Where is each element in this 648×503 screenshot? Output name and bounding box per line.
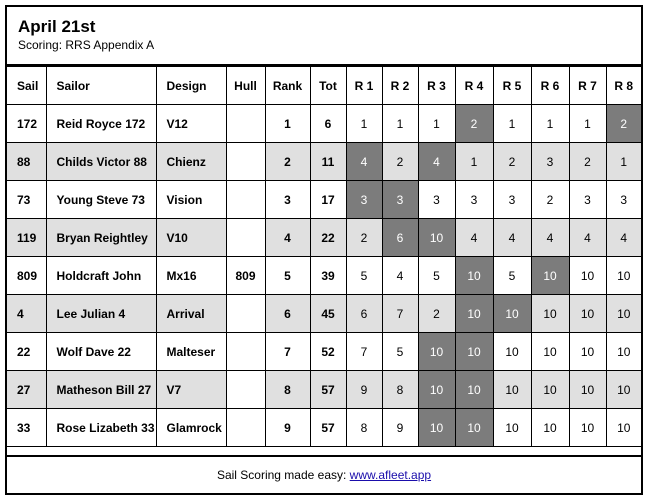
race-score-cell: 1	[493, 105, 531, 143]
column-header: R 5	[493, 67, 531, 105]
rank-cell: 5	[265, 257, 310, 295]
rank-cell: 8	[265, 371, 310, 409]
table-row	[7, 333, 641, 371]
sail-cell: 119	[7, 219, 46, 257]
race-score-cell: 1	[569, 105, 606, 143]
race-score-cell: 10	[455, 257, 493, 295]
race-score-cell: 1	[382, 105, 418, 143]
rank-cell: 4	[265, 219, 310, 257]
sail-cell: 73	[7, 181, 46, 219]
design-cell: Chienz	[156, 143, 226, 181]
sail-cell: 33	[7, 409, 46, 447]
race-score-cell: 1	[418, 105, 455, 143]
race-score-cell: 10	[569, 295, 606, 333]
race-score-cell: 4	[569, 219, 606, 257]
design-cell: V10	[156, 219, 226, 257]
race-score-cell: 10	[493, 333, 531, 371]
race-score-cell: 7	[346, 333, 382, 371]
race-score-cell: 10	[455, 371, 493, 409]
rank-cell: 6	[265, 295, 310, 333]
table-row	[7, 219, 641, 257]
total-cell: 57	[310, 371, 346, 409]
hull-cell	[226, 371, 265, 409]
sail-cell: 88	[7, 143, 46, 181]
race-score-cell: 10	[418, 219, 455, 257]
sailor-cell: Bryan Reightley	[46, 219, 156, 257]
column-header: Rank	[265, 67, 310, 105]
race-score-cell: 1	[455, 143, 493, 181]
race-score-cell: 10	[455, 409, 493, 447]
column-header: R 6	[531, 67, 569, 105]
results-body	[7, 105, 641, 447]
design-cell: V12	[156, 105, 226, 143]
sail-cell: 809	[7, 257, 46, 295]
scoring-subtitle: Scoring: RRS Appendix A	[18, 38, 155, 52]
sailor-cell: Lee Julian 4	[46, 295, 156, 333]
race-score-cell: 10	[418, 409, 455, 447]
total-cell: 6	[310, 105, 346, 143]
race-score-cell: 4	[382, 257, 418, 295]
hull-cell	[226, 295, 265, 333]
column-header: R 8	[606, 67, 641, 105]
total-cell: 17	[310, 181, 346, 219]
race-score-cell: 10	[606, 409, 641, 447]
race-score-cell: 3	[569, 181, 606, 219]
sailor-cell: Wolf Dave 22	[46, 333, 156, 371]
race-score-cell: 4	[346, 143, 382, 181]
race-score-cell: 5	[493, 257, 531, 295]
column-header: Tot	[310, 67, 346, 105]
design-cell: Arrival	[156, 295, 226, 333]
race-score-cell: 8	[382, 371, 418, 409]
race-score-cell: 10	[569, 333, 606, 371]
race-score-cell: 2	[569, 143, 606, 181]
race-score-cell: 5	[382, 333, 418, 371]
total-cell: 57	[310, 409, 346, 447]
race-score-cell: 1	[606, 143, 641, 181]
hull-cell	[226, 409, 265, 447]
rank-cell: 9	[265, 409, 310, 447]
hull-cell	[226, 181, 265, 219]
race-score-cell: 2	[418, 295, 455, 333]
race-score-cell: 2	[382, 143, 418, 181]
race-score-cell: 10	[606, 257, 641, 295]
race-score-cell: 10	[418, 333, 455, 371]
race-score-cell: 10	[531, 371, 569, 409]
race-score-cell: 1	[346, 105, 382, 143]
table-row	[7, 105, 641, 143]
column-header: R 4	[455, 67, 493, 105]
race-score-cell: 10	[606, 371, 641, 409]
column-header: R 3	[418, 67, 455, 105]
column-header: R 7	[569, 67, 606, 105]
hull-cell	[226, 219, 265, 257]
sail-cell: 27	[7, 371, 46, 409]
race-score-cell: 6	[346, 295, 382, 333]
sailor-cell: Young Steve 73	[46, 181, 156, 219]
hull-cell: 809	[226, 257, 265, 295]
race-score-cell: 10	[531, 295, 569, 333]
header-row	[7, 67, 641, 105]
race-score-cell: 3	[493, 181, 531, 219]
race-score-cell: 10	[569, 257, 606, 295]
design-cell: V7	[156, 371, 226, 409]
footer	[7, 455, 641, 493]
race-score-cell: 5	[346, 257, 382, 295]
race-score-cell: 5	[418, 257, 455, 295]
rank-cell: 2	[265, 143, 310, 181]
race-score-cell: 10	[493, 371, 531, 409]
page-title: April 21st	[18, 17, 96, 36]
design-cell: Vision	[156, 181, 226, 219]
race-score-cell: 10	[569, 409, 606, 447]
race-score-cell: 3	[455, 181, 493, 219]
design-cell: Mx16	[156, 257, 226, 295]
sail-cell: 4	[7, 295, 46, 333]
total-cell: 52	[310, 333, 346, 371]
race-score-cell: 6	[382, 219, 418, 257]
race-score-cell: 7	[382, 295, 418, 333]
race-score-cell: 3	[531, 143, 569, 181]
column-header: Design	[156, 67, 226, 105]
results-table	[7, 66, 641, 447]
race-score-cell: 3	[606, 181, 641, 219]
results-sheet	[5, 5, 643, 495]
race-score-cell: 2	[455, 105, 493, 143]
race-score-cell: 2	[531, 181, 569, 219]
rank-cell: 3	[265, 181, 310, 219]
race-score-cell: 2	[606, 105, 641, 143]
race-score-cell: 10	[606, 295, 641, 333]
race-score-cell: 10	[531, 333, 569, 371]
table-row	[7, 143, 641, 181]
total-cell: 22	[310, 219, 346, 257]
race-score-cell: 4	[531, 219, 569, 257]
race-score-cell: 10	[606, 333, 641, 371]
total-cell: 39	[310, 257, 346, 295]
afleet-link[interactable]: www.afleet.app	[349, 468, 432, 482]
race-score-cell: 10	[455, 295, 493, 333]
table-row	[7, 371, 641, 409]
hull-cell	[226, 143, 265, 181]
column-header: R 2	[382, 67, 418, 105]
race-score-cell: 10	[493, 295, 531, 333]
race-score-cell: 4	[606, 219, 641, 257]
race-score-cell: 10	[531, 257, 569, 295]
column-header: R 1	[346, 67, 382, 105]
sailor-cell: Rose Lizabeth 33	[46, 409, 156, 447]
race-score-cell: 9	[346, 371, 382, 409]
race-score-cell: 4	[493, 219, 531, 257]
sailor-cell: Holdcraft John	[46, 257, 156, 295]
race-score-cell: 2	[346, 219, 382, 257]
table-row	[7, 181, 641, 219]
race-score-cell: 10	[531, 409, 569, 447]
sailor-cell: Childs Victor 88	[46, 143, 156, 181]
table-row	[7, 257, 641, 295]
column-header: Sailor	[46, 67, 156, 105]
race-score-cell: 9	[382, 409, 418, 447]
race-score-cell: 10	[455, 333, 493, 371]
race-score-cell: 4	[455, 219, 493, 257]
sailor-cell: Reid Royce 172	[46, 105, 156, 143]
sailor-cell: Matheson Bill 27	[46, 371, 156, 409]
race-score-cell: 10	[493, 409, 531, 447]
design-cell: Malteser	[156, 333, 226, 371]
race-score-cell: 8	[346, 409, 382, 447]
design-cell: Glamrock	[156, 409, 226, 447]
rank-cell: 1	[265, 105, 310, 143]
hull-cell	[226, 105, 265, 143]
table-row	[7, 295, 641, 333]
column-header: Sail	[7, 67, 46, 105]
race-score-cell: 3	[346, 181, 382, 219]
sail-cell: 22	[7, 333, 46, 371]
total-cell: 45	[310, 295, 346, 333]
race-score-cell: 10	[569, 371, 606, 409]
race-score-cell: 10	[418, 371, 455, 409]
total-cell: 11	[310, 143, 346, 181]
column-header: Hull	[226, 67, 265, 105]
sheet-header	[7, 7, 641, 66]
footer-text: Sail Scoring made easy:	[216, 468, 350, 482]
race-score-cell: 3	[382, 181, 418, 219]
hull-cell	[226, 333, 265, 371]
race-score-cell: 3	[418, 181, 455, 219]
race-score-cell: 4	[418, 143, 455, 181]
table-row	[7, 409, 641, 447]
rank-cell: 7	[265, 333, 310, 371]
sail-cell: 172	[7, 105, 46, 143]
race-score-cell: 2	[493, 143, 531, 181]
race-score-cell: 1	[531, 105, 569, 143]
